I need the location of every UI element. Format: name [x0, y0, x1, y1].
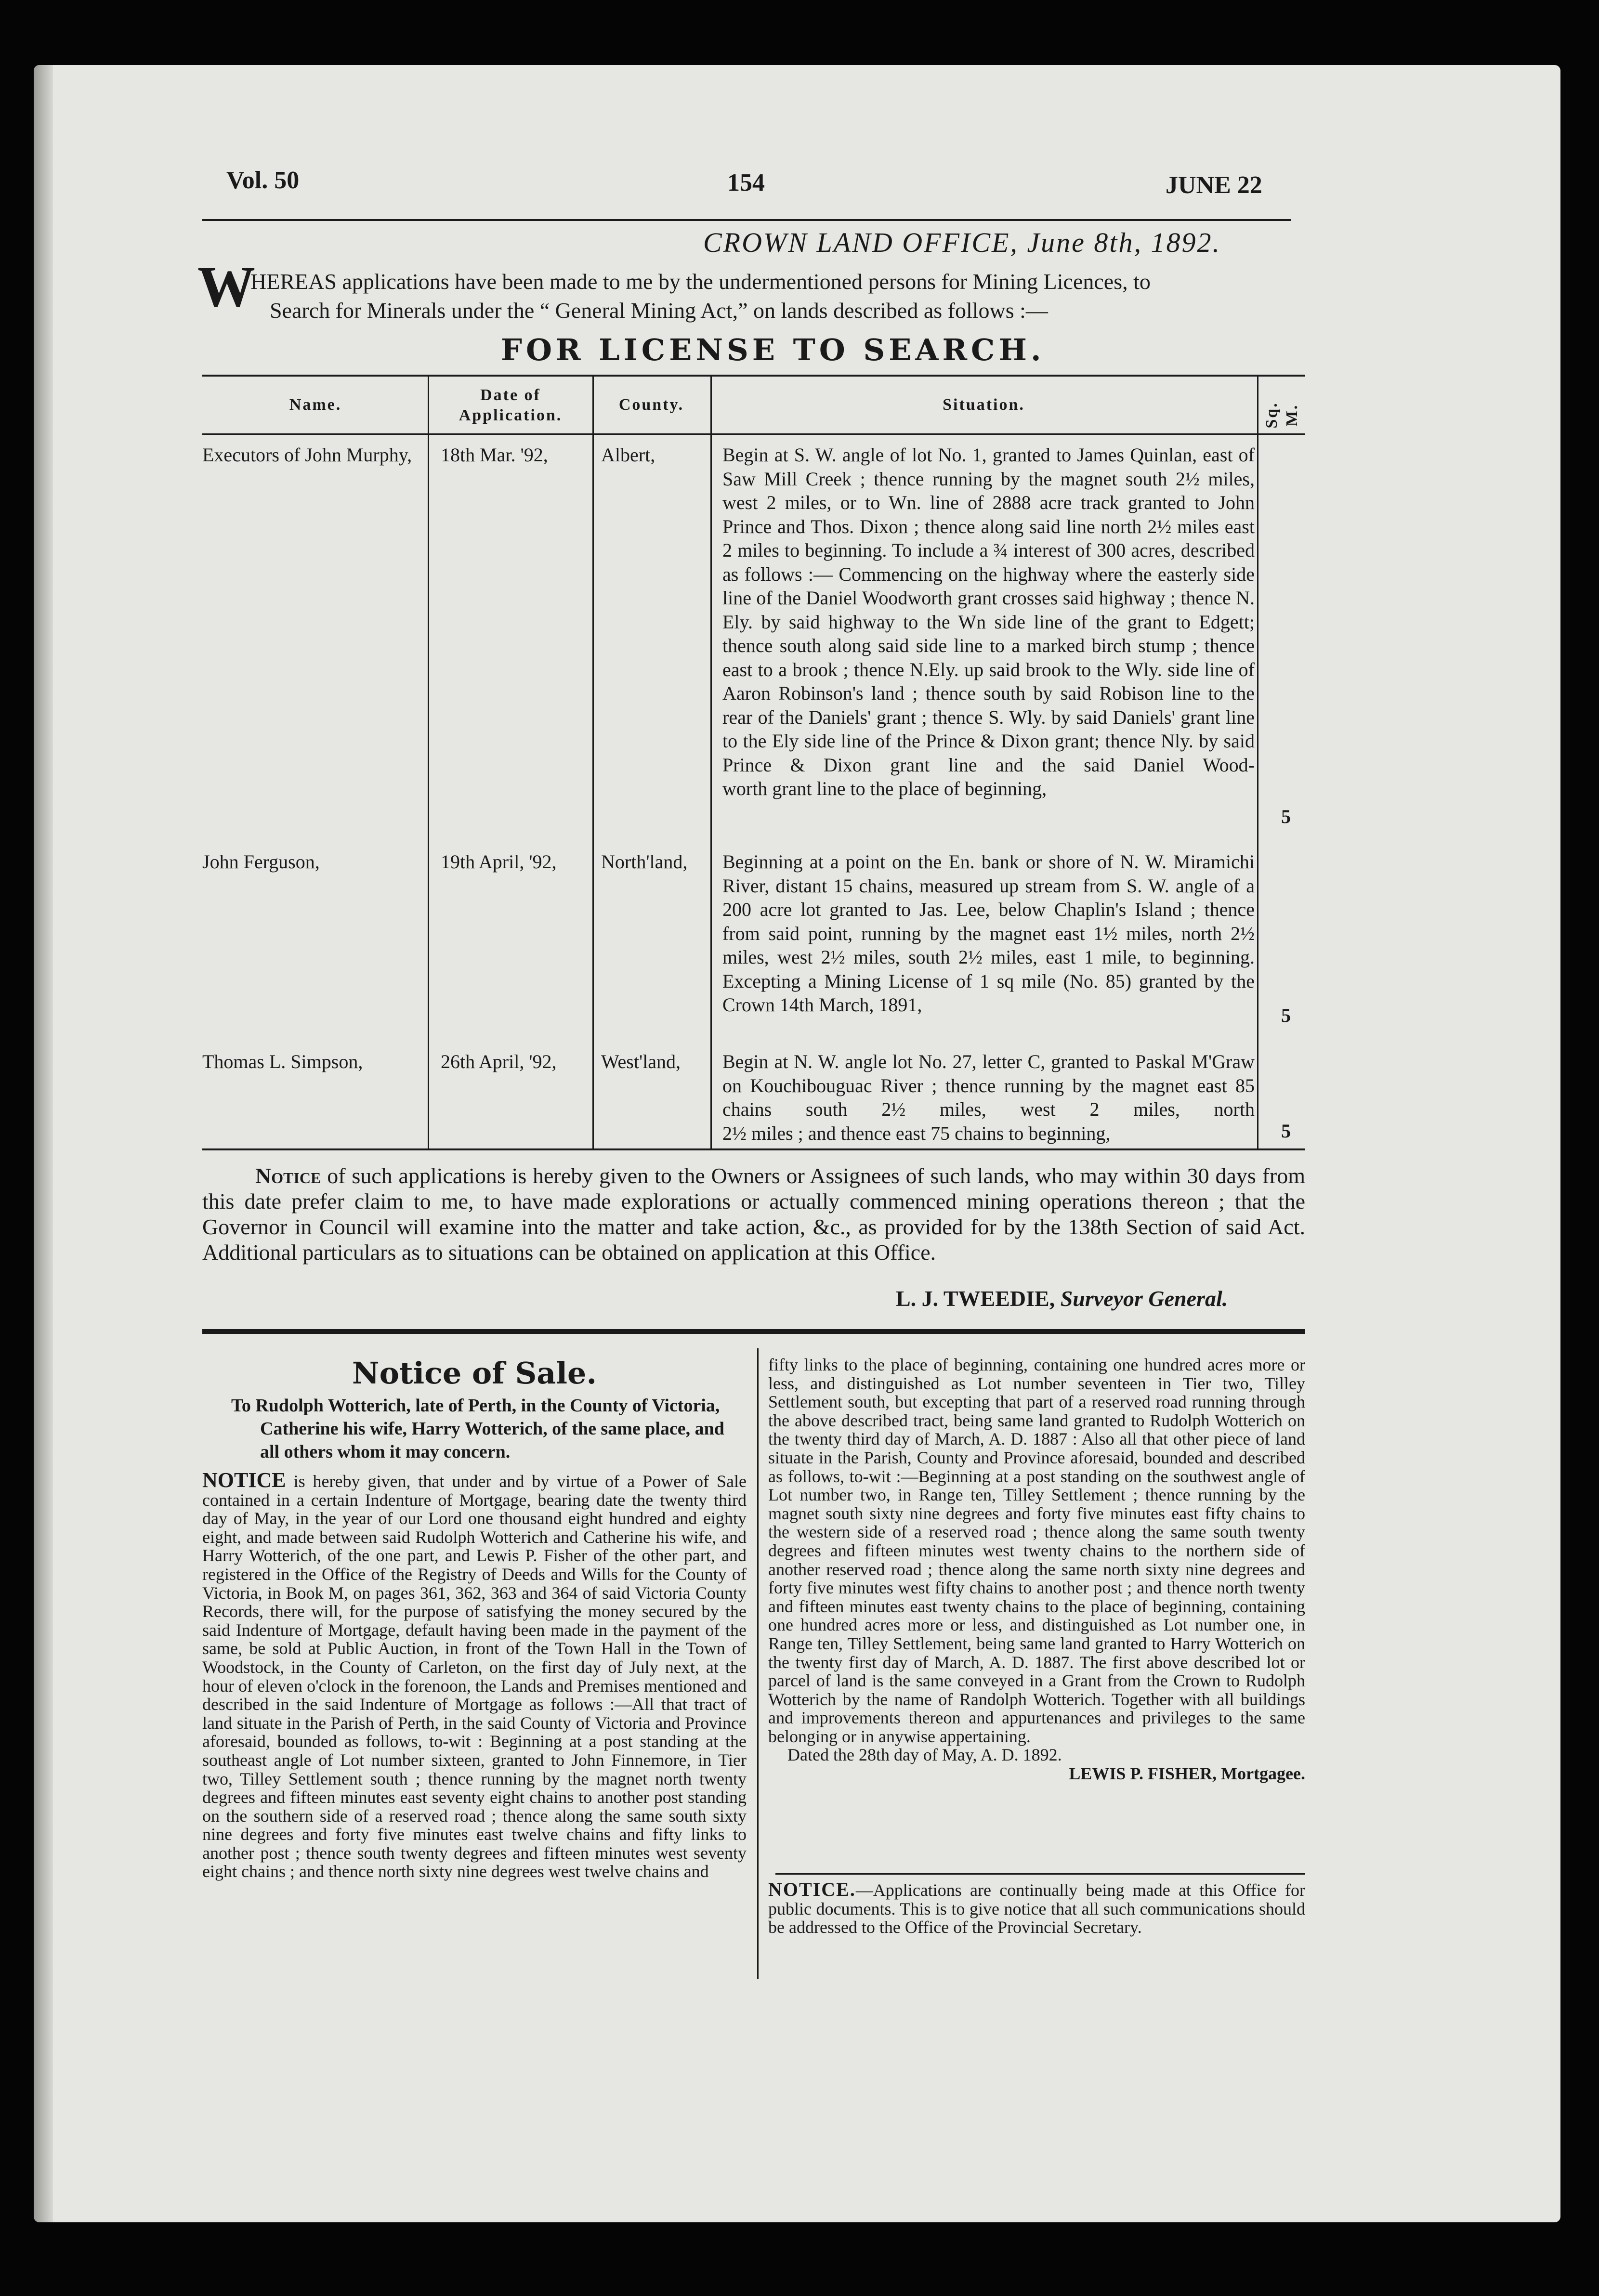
sale-column-divider: [757, 1348, 759, 1979]
header-county: County.: [618, 396, 684, 414]
header-sq-m: Sq. M.: [1263, 402, 1301, 429]
row1-date: 18th Mar. '92,: [441, 444, 548, 466]
sale-title: Notice of Sale.: [352, 1356, 597, 1391]
row2-date: 19th April, '92,: [441, 851, 557, 873]
row2-county: North'land,: [601, 851, 688, 873]
notice-paragraph: Notice of such applications is hereby given to the Owners or Assignees of such lands, who may within 30 days from this date prefer claim to me, to have made explorations or actually commenced mining operations thereon ; that the Governor in Council will examine into the matter and take action, &c., as provided for by the 138th Section of said Act. Additional particulars as to situations can be obtained on application at this Office.: [202, 1163, 1305, 1265]
row3-county: West'land,: [601, 1051, 681, 1072]
row3-situation: Begin at N. W. angle lot No. 27, letter C, granted to Paskal M'Graw on Kouchibouguac River ; thence running by the magnet east 85 chains south 2½ miles, west 2 miles, north 2½ miles ; and thence east 75 chains to beginning,: [722, 1051, 1255, 1144]
col-divider-4: [1257, 376, 1258, 1148]
row2-name: John Ferguson,: [202, 851, 320, 873]
signature: L. J. TWEEDIE, Surveyor General.: [896, 1286, 1228, 1311]
col-divider-1: [428, 376, 429, 1148]
right-column-rule: [775, 1873, 1305, 1875]
sale-addressee: To Rudolph Wotterich, late of Perth, in the County of Victoria, Catherine his wife, Harry Wotterich, of the same place, and all others whom it may concern.: [231, 1396, 724, 1462]
table-bottom-rule: [202, 1148, 1305, 1150]
row1-sq-m: 5: [1281, 806, 1291, 827]
page-number: 154: [727, 169, 765, 196]
row2-sq-m: 5: [1281, 1004, 1291, 1026]
drop-cap: W: [197, 254, 255, 318]
row1-name: Executors of John Murphy,: [202, 444, 412, 466]
header-rule: [202, 219, 1291, 221]
intro-line-1: HEREAS applications have been made to me by the undermentioned persons for Mining Licences, to: [250, 269, 1151, 294]
page-binding-edge: [34, 65, 53, 2222]
office-heading: CROWN LAND OFFICE, June 8th, 1892.: [703, 227, 1221, 258]
intro-line-2: Search for Minerals under the “ General Mining Act,” on lands described as follows :—: [270, 298, 1048, 323]
row1-situation: Begin at S. W. angle of lot No. 1, granted to James Quinlan, east of Saw Mill Creek ; thence running by the magnet south 2½ miles, west 2 miles, or to Wn. line of 2888 acre track granted to John Prince and Thos. Dixon ; thence along said line north 2½ miles east 2 miles to beginning. To include a ¾ interest of 300 acres, described as follows :— Commencing on the highway where the easterly side line of the Daniel Woodworth grant crosses said highway ; thence N. Ely. by said highway to the Wn side line of the grant to Edgett; thence south along said side line to a marked birch stump ; thence east to a brook ; thence N.Ely. up said brook to the Wly. side line of Aaron Robinson's land ; thence south by said Robison line to the rear of the Daniels' grant ; thence S. Wly. by said Daniels' grant line to the Ely side line of the Prince & Dixon grant; thence Nly. by said Prince & Dixon grant line and the said Daniel Wood- worth grant line to the place of beginning,: [722, 444, 1255, 799]
col-divider-2: [592, 376, 594, 1148]
row3-sq-m: 5: [1281, 1120, 1291, 1142]
header-date: Date of Application.: [459, 386, 563, 424]
issue-date: JUNE 22: [1166, 171, 1262, 199]
row1-county: Albert,: [601, 444, 655, 466]
col-divider-3: [710, 376, 712, 1148]
volume-number: Vol. 50: [226, 167, 300, 194]
table-top-rule: [202, 375, 1305, 377]
header-name: Name.: [289, 396, 342, 414]
row2-situation: Beginning at a point on the En. bank or shore of N. W. Miramichi River, distant 15 chains, measured up stream from S. W. angle of a 200 acre lot granted to Jas. Lee, below Chaplin's Island ; thence from said point, running by the magnet east 1½ miles, north 2½ miles, west 2½ miles, south 2½ miles, east 1 mile, to beginning. Excepting a Mining License of 1 sq mile (No. 85) granted by the Crown 14th March, 1891,: [722, 851, 1255, 1016]
row3-name: Thomas L. Simpson,: [202, 1051, 363, 1072]
sale-dated: Dated the 28th day of May, A. D. 1892.: [787, 1745, 1062, 1765]
section-separator: [202, 1329, 1305, 1334]
sale-body-continued: fifty links to the place of beginning, containing one hundred acres more or less, and distinguished as Lot number seventeen in Tier two, Tilley Settlement south, but excepting that part of a reserved road running through the above described tract, being same land granted to Rudolph Wotterich on the twenty third day of March, A. D. 1887 : Also all that other piece of land situate in the Parish, County and Province aforesaid, bounded and described as follows, to-wit :—Beginning at a post standing on the southwest angle of Lot number two, in Range ten, Tilley Settlement ; thence running by the magnet south sixty nine degrees and forty five minutes east fifty chains to the western side of a reserved road ; thence along the same south twenty degrees and fifteen minutes west twenty chains to the northern side of another reserved road ; thence along the same north sixty nine degrees and forty five minutes west fifty chains to another post ; and thence north twenty and fifteen minutes east twenty chains to the place of beginning, containing one hundred acres more or less, and distinguished as Lot number one, in Range ten, Tilley Settlement, being same land granted to Harry Wotterich on the twenty first day of March, A. D. 1887. The first above described lot or parcel of land is the same conveyed in a Grant from the Crown to Rudolph Wotterich by the name of Randolph Wotterich. Together with all buildings and improvements thereon and appurtenances and privileges to the same belonging or in anywise appertaining. Dated the 28th day of May, A. D. 1892. LEWIS P. FISHER, Mortgagee.: [768, 1355, 1305, 1784]
documents-notice: NOTICE.—Applications are continually being made at this Office for public documents. This is to give notice that all such communications should be addressed to the Office of the Provincial Secretary.: [768, 1879, 1305, 1937]
row3-date: 26th April, '92,: [441, 1051, 557, 1072]
section-title: FOR LICENSE TO SEARCH.: [501, 332, 1045, 367]
sale-mortgagee: LEWIS P. FISHER, Mortgagee.: [1069, 1764, 1305, 1784]
sale-body: NOTICE is hereby given, that under and by virtue of a Power of Sale contained in a certain Indenture of Mortgage, bearing date the twenty third day of May, in the year of our Lord one thousand eight hundred and eighty eight, and made between said Rudolph Wotterich and Catherine his wife, and Harry Wotterich, of the one part, and Lewis P. Fisher of the other part, and registered in the Office of the Registry of Deeds and Wills for the County of Victoria, in Book M, on pages 361, 362, 363 and 364 of said Victoria County Records, there will, for the purpose of satisfying the money secured by the said Indenture of Mortgage, default having been made in the payment of the same, be sold at Public Auction, in front of the Town Hall in the Town of Woodstock, in the County of Carleton, on the first day of July next, at the hour of eleven o'clock in the forenoon, the Lands and Premises mentioned and described in the said Indenture of Mortgage as follows :—All that tract of land situate in the Parish of Perth, in the said County of Victoria and Province aforesaid, bounded as follows, to-wit : Beginning at a post standing at the southeast angle of Lot number sixteen, granted to John Finnemore, in Tier two, Tilley Settlement south ; thence running by the magnet north twenty degrees and fifteen minutes east seventy eight chains to another post standing on the southern side of a reserved road ; thence along the same south sixty nine degrees and forty five minutes east twelve chains and fifty links to another post ; thence south twenty degrees and fifteen minutes west seventy eight chains ; and thence north sixty nine degrees west twelve chains and: [202, 1468, 747, 1881]
table-header-rule: [202, 433, 1305, 435]
header-situation: Situation.: [943, 396, 1025, 414]
